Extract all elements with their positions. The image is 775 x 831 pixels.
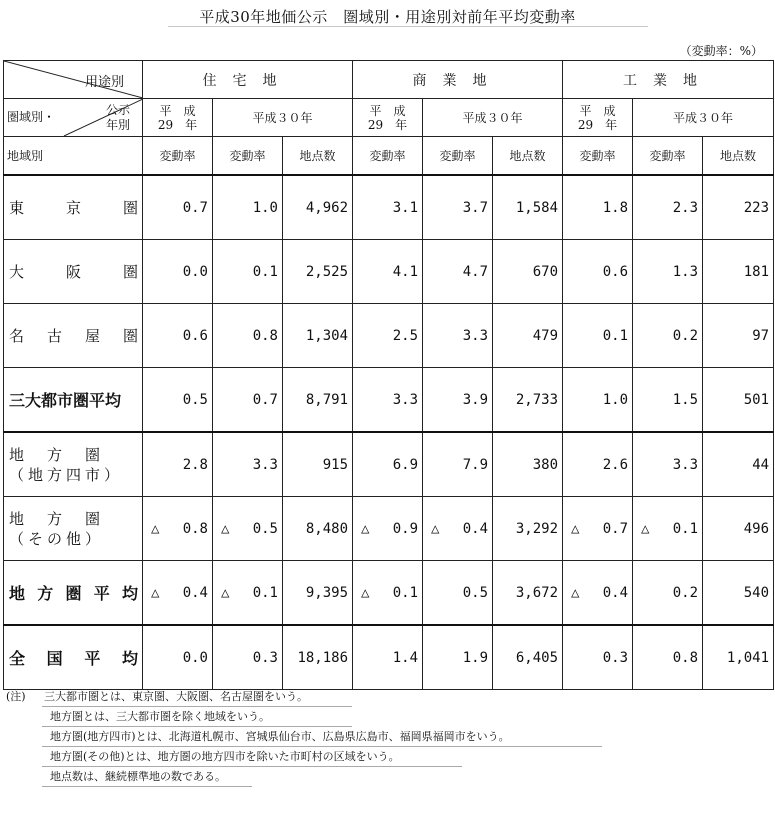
cell-cp: 670 <box>493 240 563 304</box>
col-points: 地点数 <box>493 137 563 176</box>
rate-table <box>3 60 774 690</box>
cell-i29: 1.0 <box>563 368 633 433</box>
table-row <box>4 175 774 240</box>
cell-c29: 4.1 <box>353 240 423 304</box>
cell-r29: 0.0 <box>143 625 213 690</box>
cell-r29: 0.7 <box>143 175 213 240</box>
triangle-sign: △ <box>151 520 160 537</box>
col-rate: 変動率 <box>353 137 423 176</box>
cell-rp: 9,395 <box>283 561 353 626</box>
col-rate: 変動率 <box>213 137 283 176</box>
negative-value <box>221 520 278 537</box>
table-row <box>4 497 774 561</box>
res-h30: 平成３０年 <box>213 99 353 137</box>
triangle-value: 0.4 <box>182 584 208 601</box>
cell-ip: 1,041 <box>703 625 774 690</box>
note-4: 地方圏(その他)とは、地方圏の地方四市を除いた市町村の区域をいう。 <box>50 750 400 763</box>
triangle-sign: △ <box>641 520 650 537</box>
kohyo-label: 公示 <box>105 103 130 117</box>
region-char: 古 <box>46 327 62 345</box>
cell-rp: 1,304 <box>283 304 353 368</box>
cell-i29 <box>563 561 633 626</box>
notes <box>6 690 510 790</box>
col-rate: 変動率 <box>143 137 213 176</box>
industrial-header: 工業地 <box>563 61 774 99</box>
cell-cp: 380 <box>493 432 563 497</box>
col-points: 地点数 <box>283 137 353 176</box>
triangle-value: 0.5 <box>252 520 278 537</box>
triangle-sign: △ <box>221 584 230 601</box>
region-char: 平 <box>93 584 110 603</box>
cell-r30: 3.3 <box>213 432 283 497</box>
cell-c29: 1.4 <box>353 625 423 690</box>
cell-r30 <box>213 561 283 626</box>
cell-rp: 4,962 <box>283 175 353 240</box>
negative-value <box>221 584 278 601</box>
cell-cp: 3,292 <box>493 497 563 561</box>
cell-i30: 0.2 <box>633 561 703 626</box>
negative-value <box>641 520 699 537</box>
cell-i30: 1.5 <box>633 368 703 433</box>
cell-r30: 0.7 <box>213 368 283 433</box>
ind-h30: 平成３０年 <box>633 99 774 137</box>
region-char: 平 <box>84 649 101 668</box>
cell-i29: 0.6 <box>563 240 633 304</box>
triangle-value: 0.9 <box>392 520 419 537</box>
title-underline <box>168 26 648 27</box>
cell-ip: 501 <box>703 368 774 433</box>
triangle-value: 0.8 <box>182 520 208 537</box>
cell-c29: 6.9 <box>353 432 423 497</box>
cell-rp: 2,525 <box>283 240 353 304</box>
col-points: 地点数 <box>703 137 774 176</box>
cell-i29 <box>563 497 633 561</box>
year-label: 年別 <box>105 118 130 132</box>
cell-c30: 3.9 <box>423 368 493 433</box>
cell-ip: 97 <box>703 304 774 368</box>
cell-rp: 18,186 <box>283 625 353 690</box>
region-char: 全 <box>9 649 26 668</box>
region-name <box>4 432 143 497</box>
region-name-line2: （地方四市） <box>9 465 124 484</box>
col-rate: 変動率 <box>423 137 493 176</box>
negative-value <box>151 520 208 537</box>
triangle-value: 0.1 <box>672 520 699 537</box>
cell-ip: 540 <box>703 561 774 626</box>
negative-value <box>571 520 629 537</box>
col-rate: 変動率 <box>563 137 633 176</box>
unit-label: （変動率：%） <box>679 44 763 58</box>
triangle-value: 0.1 <box>392 584 419 601</box>
cell-rp: 8,791 <box>283 368 353 433</box>
region-name-line1: 地 方 圏 <box>9 509 105 528</box>
region-char: 圏 <box>122 327 138 345</box>
cell-r30: 0.8 <box>213 304 283 368</box>
cell-i29: 2.6 <box>563 432 633 497</box>
region-name-line1: 地 方 圏 <box>9 445 105 464</box>
cell-ip: 223 <box>703 175 774 240</box>
ind-h29: 平 成 29 年 <box>563 99 633 137</box>
col-rate: 変動率 <box>633 137 703 176</box>
region-label: 三大都市圏平均 <box>9 391 122 410</box>
region-name <box>4 625 143 690</box>
cell-c30: 4.7 <box>423 240 493 304</box>
region-name <box>4 304 143 368</box>
region-char: 均 <box>121 649 138 668</box>
region-char: 大 <box>9 263 25 281</box>
commercial-header: 商業地 <box>353 61 563 99</box>
cell-r29 <box>143 561 213 626</box>
cell-c30: 7.9 <box>423 432 493 497</box>
region-char: 圏 <box>65 584 82 603</box>
note-5: 地点数は、継続標準地の数である。 <box>50 770 226 783</box>
cell-r29: 2.8 <box>143 432 213 497</box>
negative-value <box>151 584 208 601</box>
region-char: 名 <box>9 327 25 345</box>
region-block-label: 圏域別・ <box>7 110 56 124</box>
cell-cp: 1,584 <box>493 175 563 240</box>
region-name <box>4 240 143 304</box>
note-label: (注) <box>6 690 26 703</box>
cell-i30: 3.3 <box>633 432 703 497</box>
negative-value <box>571 584 629 601</box>
cell-r30 <box>213 497 283 561</box>
triangle-sign: △ <box>431 520 440 537</box>
cell-i30: 2.3 <box>633 175 703 240</box>
cell-i30: 1.3 <box>633 240 703 304</box>
region-name <box>4 497 143 561</box>
region-name <box>4 561 143 626</box>
cell-r30: 0.3 <box>213 625 283 690</box>
triangle-sign: △ <box>571 584 580 601</box>
triangle-value: 0.7 <box>602 520 629 537</box>
cell-r29: 0.6 <box>143 304 213 368</box>
note-3: 地方圏(地方四市)とは、北海道札幌市、宮城県仙台市、広島県広島市、福岡県福岡市をいう。 <box>50 730 510 743</box>
region-char: 阪 <box>65 263 81 281</box>
cell-c30: 1.9 <box>423 625 493 690</box>
cell-r30: 0.1 <box>213 240 283 304</box>
triangle-value: 0.1 <box>252 584 278 601</box>
page-title: 平成30年地価公示 圏域別・用途別対前年平均変動率 <box>199 8 576 26</box>
res-h29: 平 成 29 年 <box>143 99 213 137</box>
usage-label: 用途別 <box>84 75 124 90</box>
triangle-sign: △ <box>571 520 580 537</box>
region-name <box>4 175 143 240</box>
cell-c29 <box>353 561 423 626</box>
note-1: 三大都市圏とは、東京圏、大阪圏、名古屋圏をいう。 <box>44 690 308 703</box>
cell-c30: 0.5 <box>423 561 493 626</box>
triangle-sign: △ <box>361 584 370 601</box>
cell-r29: 0.0 <box>143 240 213 304</box>
cell-cp: 3,672 <box>493 561 563 626</box>
cell-i29: 1.8 <box>563 175 633 240</box>
cell-ip: 496 <box>703 497 774 561</box>
table-row <box>4 368 774 433</box>
cell-c29 <box>353 497 423 561</box>
region-char: 圏 <box>122 199 138 217</box>
cell-cp: 2,733 <box>493 368 563 433</box>
cell-i29: 0.3 <box>563 625 633 690</box>
corner-mid <box>4 99 143 137</box>
cell-rp: 8,480 <box>283 497 353 561</box>
table-row <box>4 240 774 304</box>
region-name-line2: （その他） <box>9 529 105 548</box>
triangle-sign: △ <box>151 584 160 601</box>
region-char: 地 <box>9 584 26 603</box>
cell-c29: 3.1 <box>353 175 423 240</box>
cell-cp: 479 <box>493 304 563 368</box>
negative-value <box>361 520 419 537</box>
cell-ip: 44 <box>703 432 774 497</box>
table-row <box>4 304 774 368</box>
table-row <box>4 625 774 690</box>
table-row <box>4 432 774 497</box>
triangle-value: 0.4 <box>602 584 629 601</box>
cell-i30 <box>633 497 703 561</box>
cell-cp: 6,405 <box>493 625 563 690</box>
com-h29: 平 成 29 年 <box>353 99 423 137</box>
cell-c30: 3.7 <box>423 175 493 240</box>
cell-i30: 0.2 <box>633 304 703 368</box>
cell-c29: 2.5 <box>353 304 423 368</box>
region-char: 均 <box>121 584 138 603</box>
com-h30: 平成３０年 <box>423 99 563 137</box>
area-label: 地域別 <box>4 137 143 176</box>
cell-c29: 3.3 <box>353 368 423 433</box>
region-char: 京 <box>65 199 81 217</box>
corner-top <box>4 61 143 99</box>
cell-r30: 1.0 <box>213 175 283 240</box>
triangle-sign: △ <box>361 520 370 537</box>
region-char: 圏 <box>122 263 138 281</box>
cell-ip: 181 <box>703 240 774 304</box>
triangle-value: 0.4 <box>462 520 489 537</box>
cell-i29: 0.1 <box>563 304 633 368</box>
table-row <box>4 561 774 626</box>
cell-r29 <box>143 497 213 561</box>
note-2: 地方圏とは、三大都市圏を除く地域をいう。 <box>50 710 270 723</box>
cell-c30: 3.3 <box>423 304 493 368</box>
region-char: 国 <box>46 649 63 668</box>
residential-header: 住宅地 <box>143 61 353 99</box>
cell-i30: 0.8 <box>633 625 703 690</box>
triangle-sign: △ <box>221 520 230 537</box>
cell-rp: 915 <box>283 432 353 497</box>
cell-c30 <box>423 497 493 561</box>
region-char: 東 <box>9 199 25 217</box>
negative-value <box>361 584 419 601</box>
cell-r29: 0.5 <box>143 368 213 433</box>
region-name <box>4 368 143 433</box>
region-char: 方 <box>37 584 54 603</box>
region-char: 屋 <box>84 327 100 345</box>
negative-value <box>431 520 489 537</box>
